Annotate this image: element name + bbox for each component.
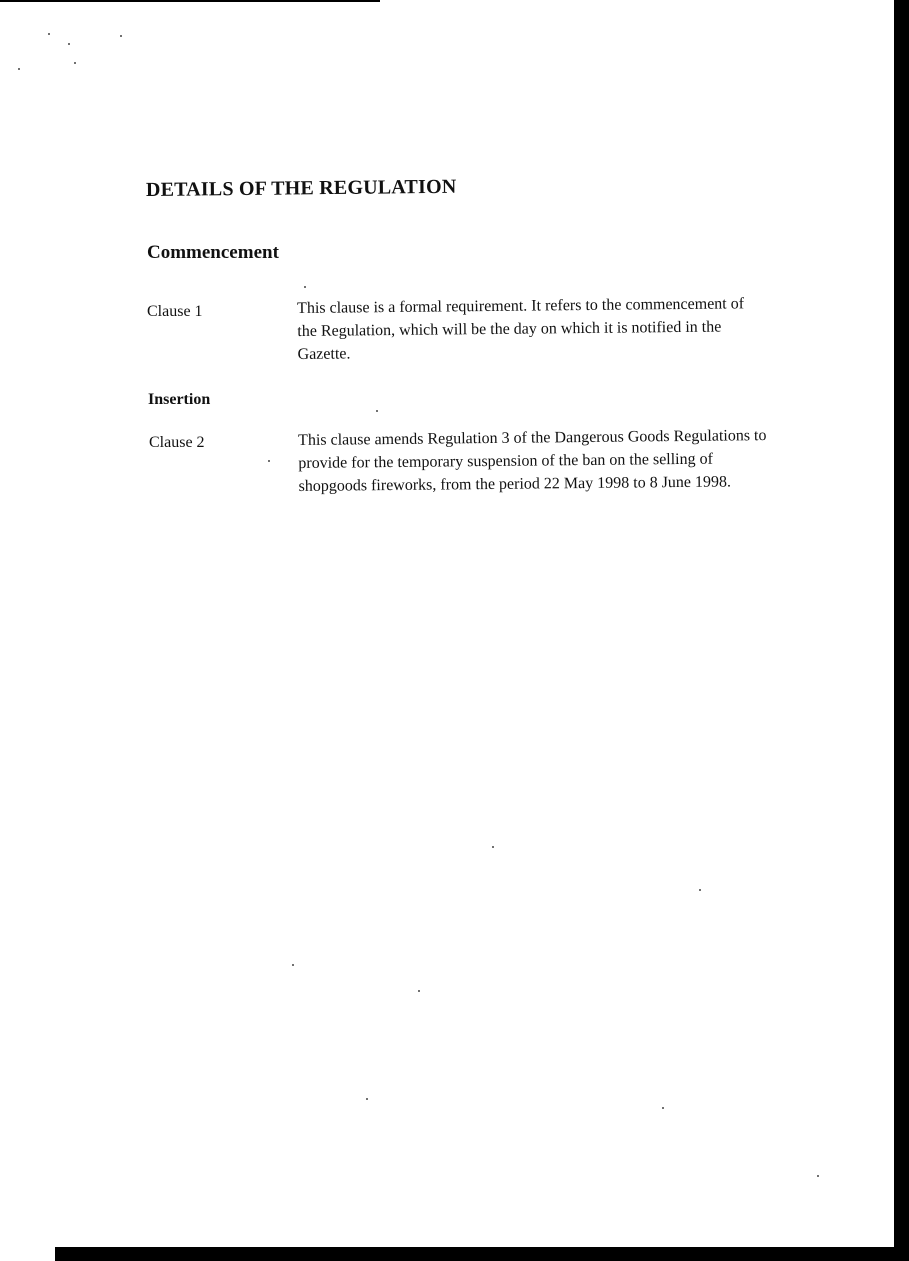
scan-speck: [120, 35, 122, 37]
scan-speck: [48, 33, 50, 35]
section-heading-insertion: Insertion: [148, 391, 211, 408]
scan-speck: [699, 889, 701, 891]
clause-2-label: Clause 2: [149, 434, 205, 451]
scan-speck: [68, 43, 70, 45]
scan-speck: [376, 410, 378, 412]
scan-edge-right: [894, 0, 909, 1261]
clause-1-text: This clause is a formal requirement. It refers to the commencement of the Regulation, which will be the day on which it is notified in the Gazette.: [297, 295, 745, 363]
scan-edge-bottom: [55, 1247, 909, 1261]
scan-speck: [817, 1175, 819, 1177]
clause-2-text: This clause amends Regulation 3 of the Dangerous Goods Regulations to provide for the temporary suspension of the ban on the selling of shopgoods fireworks, from the period 22 May 1998 to 8 June 1998.: [298, 427, 767, 495]
scan-speck: [74, 62, 76, 64]
scan-speck: [292, 964, 294, 966]
scan-speck: [366, 1098, 368, 1100]
scan-edge-top: [0, 0, 380, 2]
page-title: DETAILS OF THE REGULATION: [145, 175, 457, 201]
scan-speck: [304, 286, 306, 288]
scan-speck: [662, 1107, 664, 1109]
scan-speck: [492, 846, 494, 848]
scan-speck: [418, 990, 420, 992]
section-heading-commencement: Commencement: [147, 242, 279, 263]
scan-speck: [18, 68, 20, 70]
clause-1-label: Clause 1: [147, 303, 203, 320]
scan-speck: [268, 460, 270, 462]
